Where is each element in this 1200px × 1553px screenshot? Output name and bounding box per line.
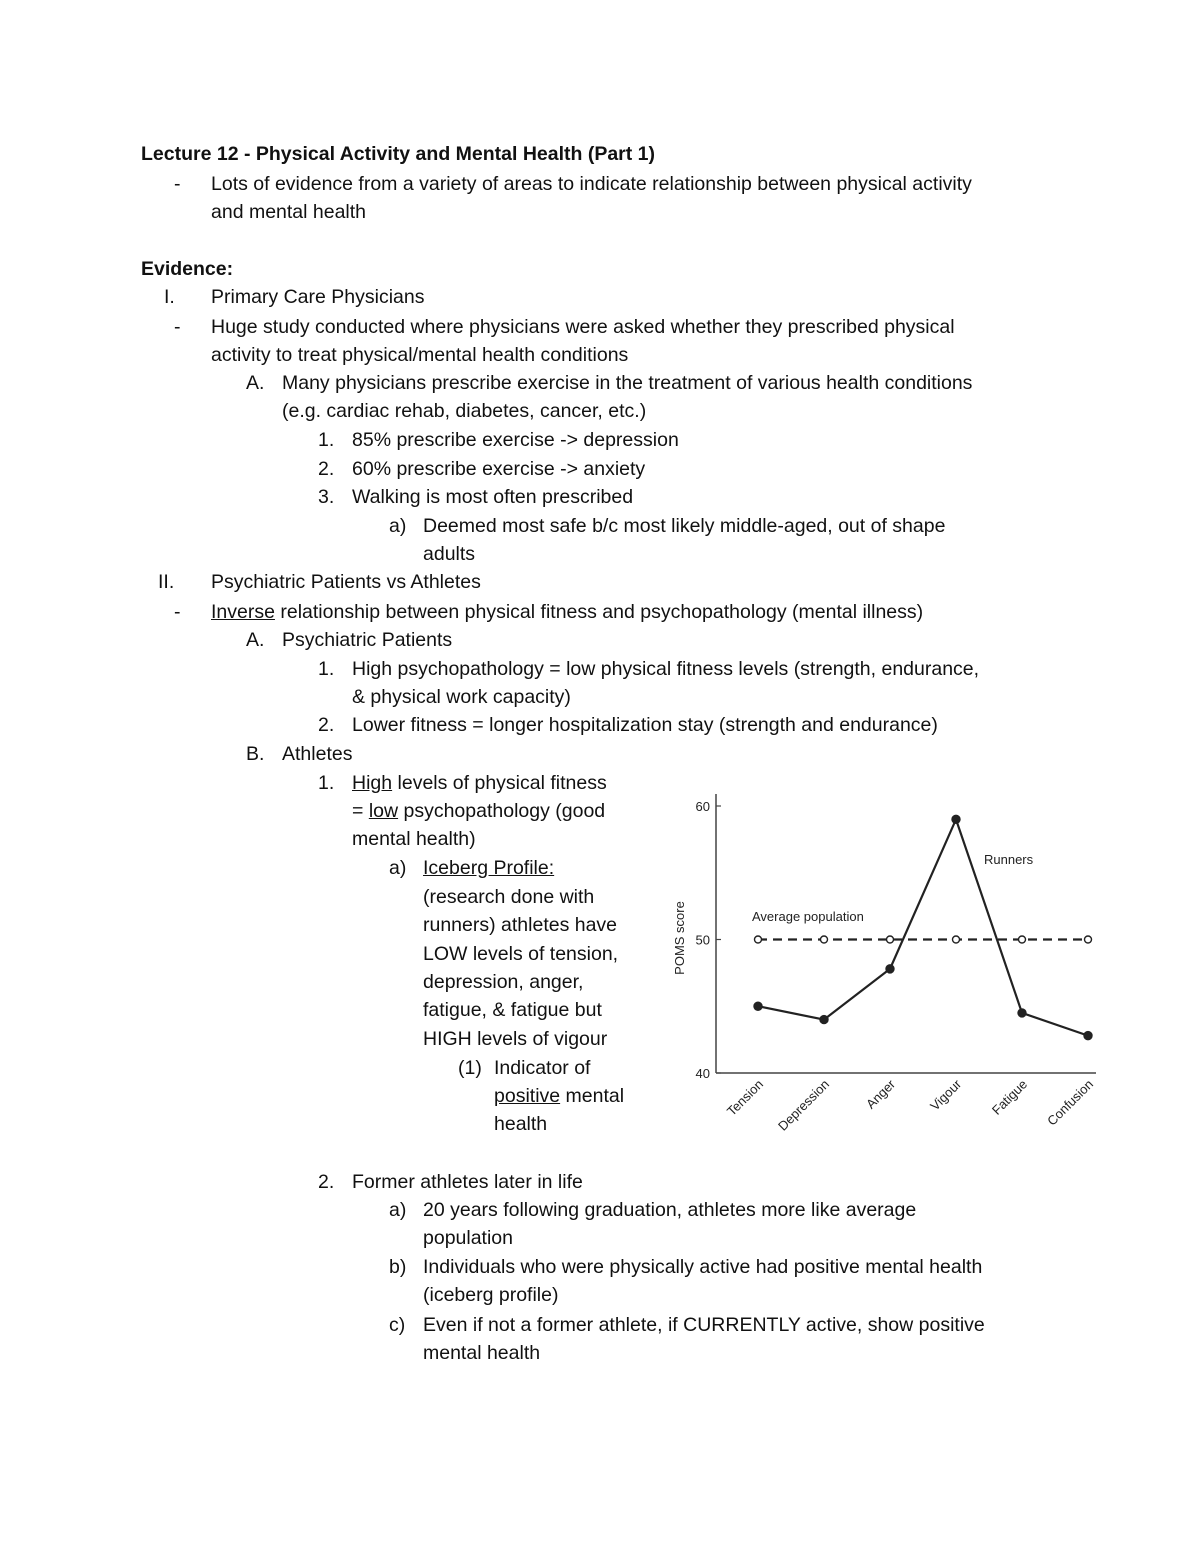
section-1-marker: I.: [164, 286, 175, 308]
bullet-dash: -: [174, 173, 181, 195]
indicator-line-3: health: [494, 1113, 548, 1135]
underlined-word: positive: [494, 1085, 561, 1107]
x-tick-label: Vigour: [927, 1076, 965, 1114]
ath-item-1-line-3: mental health): [352, 828, 476, 850]
page-title: Lecture 12 - Physical Activity and Mental Health (Part 1): [141, 143, 656, 165]
item-marker: A.: [246, 372, 265, 394]
intro-line-2: and mental health: [211, 201, 367, 223]
underlined-word: Inverse: [211, 601, 275, 623]
section-1-desc-2: activity to treat physical/mental health conditions: [211, 344, 629, 366]
section-2-marker: II.: [158, 571, 175, 593]
athletes-heading: Athletes: [282, 743, 353, 765]
former-b-line-1: Individuals who were physically active had positive mental health: [423, 1256, 983, 1278]
y-tick-label: 50: [695, 932, 710, 948]
runners-point: [754, 1002, 762, 1010]
pp-item-2-text: Lower fitness = longer hospitalization stay (strength and endurance): [352, 714, 938, 736]
intro-line-1: Lots of evidence from a variety of areas to indicate relationship between physical activity: [211, 173, 972, 195]
item-marker: a): [389, 857, 407, 879]
item-marker: 2.: [318, 1171, 335, 1193]
section-1-title: Primary Care Physicians: [211, 286, 425, 308]
former-a-line-1: 20 years following graduation, athletes more like average: [423, 1199, 917, 1221]
item-1-text: 85% prescribe exercise -> depression: [352, 429, 679, 451]
former-c-line-2: mental health: [423, 1342, 541, 1364]
average-point: [755, 936, 762, 943]
average-point: [821, 936, 828, 943]
item-a-line-2: (e.g. cardiac rehab, diabetes, cancer, etc.): [282, 400, 647, 422]
item-marker: (1): [458, 1057, 482, 1079]
y-axis-label: POMS score: [672, 901, 687, 975]
runners-point: [820, 1016, 828, 1024]
iceberg-line: LOW levels of tension,: [423, 943, 619, 965]
indicator-line-1: Indicator of: [494, 1057, 591, 1079]
x-tick-label: Tension: [723, 1076, 767, 1119]
x-tick-label: Anger: [862, 1076, 899, 1112]
iceberg-line: (research done with: [423, 886, 595, 908]
section-1-desc-1: Huge study conducted where physicians were asked whether they prescribed physical: [211, 316, 955, 338]
pp-item-1-line-2: & physical work capacity): [352, 686, 571, 708]
text-fragment: levels of physical fitness: [392, 772, 607, 794]
average-point: [953, 936, 960, 943]
item-marker: 1.: [318, 429, 335, 451]
item-marker: 1.: [318, 658, 335, 680]
sub-a-line-2: adults: [423, 543, 476, 565]
section-2-desc-rest: relationship between physical fitness and psychopathology (mental illness): [274, 601, 924, 623]
item-marker: b): [389, 1256, 407, 1278]
runners-point: [952, 815, 960, 823]
section-2-title: Psychiatric Patients vs Athletes: [211, 571, 481, 593]
ath-item-1-line-2: [352, 797, 605, 825]
underlined-word: low: [368, 800, 399, 822]
series-label-runners: Runners: [984, 852, 1034, 867]
ath-item-1-line-1: [352, 769, 607, 797]
x-tick-label: Depression: [775, 1076, 833, 1134]
runners-point: [1084, 1032, 1092, 1040]
runners-point: [1018, 1009, 1026, 1017]
item-marker: c): [389, 1314, 406, 1336]
y-tick-label: 40: [695, 1066, 710, 1081]
iceberg-profile-chart: [668, 776, 1100, 1148]
item-2-text: 60% prescribe exercise -> anxiety: [352, 458, 646, 480]
item-marker: a): [389, 1199, 407, 1221]
average-point: [1085, 936, 1092, 943]
former-a-line-2: population: [423, 1227, 513, 1249]
ath-item-2-text: Former athletes later in life: [352, 1171, 583, 1193]
text-fragment: mental: [560, 1085, 625, 1107]
average-point: [887, 936, 894, 943]
item-3-text: Walking is most often prescribed: [352, 486, 634, 508]
former-b-line-2: (iceberg profile): [423, 1284, 559, 1306]
runners-line: [758, 819, 1088, 1035]
section-2-desc: [211, 598, 923, 626]
x-tick-label: Confusion: [1044, 1076, 1097, 1129]
underlined-word: High: [352, 772, 393, 794]
iceberg-profile-heading: Iceberg Profile:: [423, 857, 555, 879]
item-marker: 1.: [318, 772, 335, 794]
series-label-average: Average population: [752, 909, 864, 924]
item-marker: 3.: [318, 486, 335, 508]
x-tick-label: Fatigue: [988, 1076, 1031, 1118]
psychiatric-patients-heading: Psychiatric Patients: [282, 629, 453, 651]
iceberg-line: depression, anger,: [423, 971, 584, 993]
item-marker: a): [389, 515, 407, 537]
item-marker: 2.: [318, 458, 335, 480]
iceberg-line: fatigue, & fatigue but: [423, 999, 602, 1021]
bullet-dash: -: [174, 601, 181, 623]
sub-a-line-1: Deemed most safe b/c most likely middle-aged, out of shape: [423, 515, 946, 537]
item-marker: 2.: [318, 714, 335, 736]
item-marker: A.: [246, 629, 265, 651]
iceberg-line: HIGH levels of vigour: [423, 1028, 608, 1050]
indicator-line-2: [494, 1082, 624, 1110]
iceberg-line: runners) athletes have: [423, 914, 618, 936]
bullet-dash: -: [174, 316, 181, 338]
runners-point: [886, 965, 894, 973]
average-point: [1019, 936, 1026, 943]
former-c-line-1: Even if not a former athlete, if CURRENTLY active, show positive: [423, 1314, 985, 1336]
y-tick-label: 60: [695, 799, 710, 814]
evidence-heading: Evidence:: [141, 258, 234, 280]
text-fragment: =: [352, 800, 369, 822]
pp-item-1-line-1: High psychopathology = low physical fitness levels (strength, endurance,: [352, 658, 980, 680]
item-marker: B.: [246, 743, 265, 765]
text-fragment: psychopathology (good: [398, 800, 606, 822]
item-a-line-1: Many physicians prescribe exercise in the treatment of various health conditions: [282, 372, 973, 394]
